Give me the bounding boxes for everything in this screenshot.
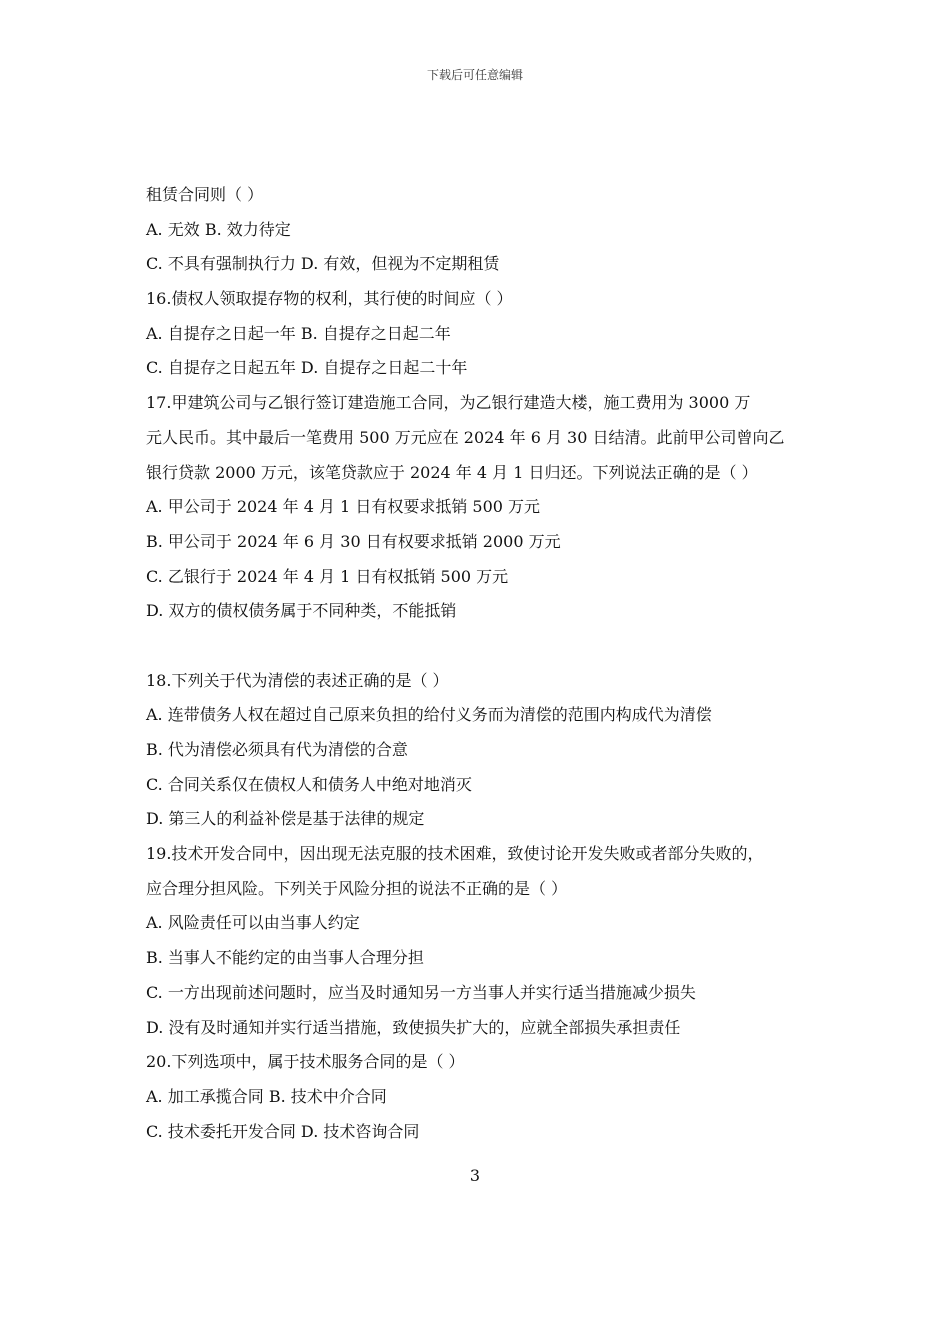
question-16: 16.债权人领取提存物的权利，其行使的时间应（ ） — [146, 289, 513, 309]
text-line: A. 无效 B. 效力待定 — [146, 219, 291, 239]
text-line: 银行贷款 2000 万元，该笔贷款应于 2024 年 4 月 1 日归还。下列说法正确的是（ ） — [146, 462, 758, 482]
page-header: 下载后可任意编辑 — [426, 68, 523, 82]
text-line: B. 甲公司于 2024 年 6 月 30 日有权要求抵销 2000 万元 — [146, 531, 561, 551]
text-line: 租赁合同则（ ） — [146, 185, 264, 204]
question-19: 19.技术开发合同中，因出现无法克服的技术困难，致使讨论开发失败或者部分失败的， — [146, 844, 764, 864]
text-line: A. 加工承揽合同 B. 技术中介合同 — [146, 1086, 387, 1106]
text-line: A. 风险责任可以由当事人约定 — [146, 913, 360, 933]
text-line: C. 一方出现前述问题时，应当及时通知另一方当事人并实行适当措施减少损失 — [146, 982, 696, 1002]
text-line: A. 连带债务人权在超过自己原来负担的给付义务而为清偿的范围内构成代为清偿 — [146, 705, 712, 725]
blank-line — [146, 629, 836, 664]
question-17: 17.甲建筑公司与乙银行签订建造施工合同，为乙银行建造大楼，施工费用为 3000 万 — [146, 393, 751, 413]
text-line: D. 双方的债权债务属于不同种类，不能抵销 — [146, 601, 457, 621]
text-line: D. 第三人的利益补偿是基于法律的规定 — [146, 809, 425, 829]
text-line: D. 没有及时通知并实行适当措施，致使损失扩大的，应就全部损失承担责任 — [146, 1017, 681, 1037]
text-line: C. 乙银行于 2024 年 4 月 1 日有权抵销 500 万元 — [146, 566, 509, 586]
question-20: 20.下列选项中，属于技术服务合同的是（ ） — [146, 1052, 465, 1072]
text-line: C. 技术委托开发合同 D. 技术咨询合同 — [146, 1121, 420, 1141]
text-line: A. 甲公司于 2024 年 4 月 1 日有权要求抵销 500 万元 — [146, 497, 541, 517]
page-number: 3 — [469, 1166, 481, 1185]
question-18: 18.下列关于代为清偿的表述正确的是（ ） — [146, 670, 449, 690]
text-line: B. 当事人不能约定的由当事人合理分担 — [146, 948, 424, 968]
text-line: C. 合同关系仅在债权人和债务人中绝对地消灭 — [146, 774, 472, 794]
text-line: C. 自提存之日起五年 D. 自提存之日起二十年 — [146, 358, 468, 378]
document-body — [146, 178, 836, 1149]
text-line: 应合理分担风险。下列关于风险分担的说法不正确的是（ ） — [146, 878, 568, 898]
text-line: C. 不具有强制执行力 D. 有效，但视为不定期租赁 — [146, 254, 500, 274]
text-line: B. 代为清偿必须具有代为清偿的合意 — [146, 740, 408, 759]
text-line: 元人民币。其中最后一笔费用 500 万元应在 2024 年 6 月 30 日结清。此前甲公司曾向乙 — [146, 427, 785, 447]
text-line: A. 自提存之日起一年 B. 自提存之日起二年 — [146, 323, 451, 343]
